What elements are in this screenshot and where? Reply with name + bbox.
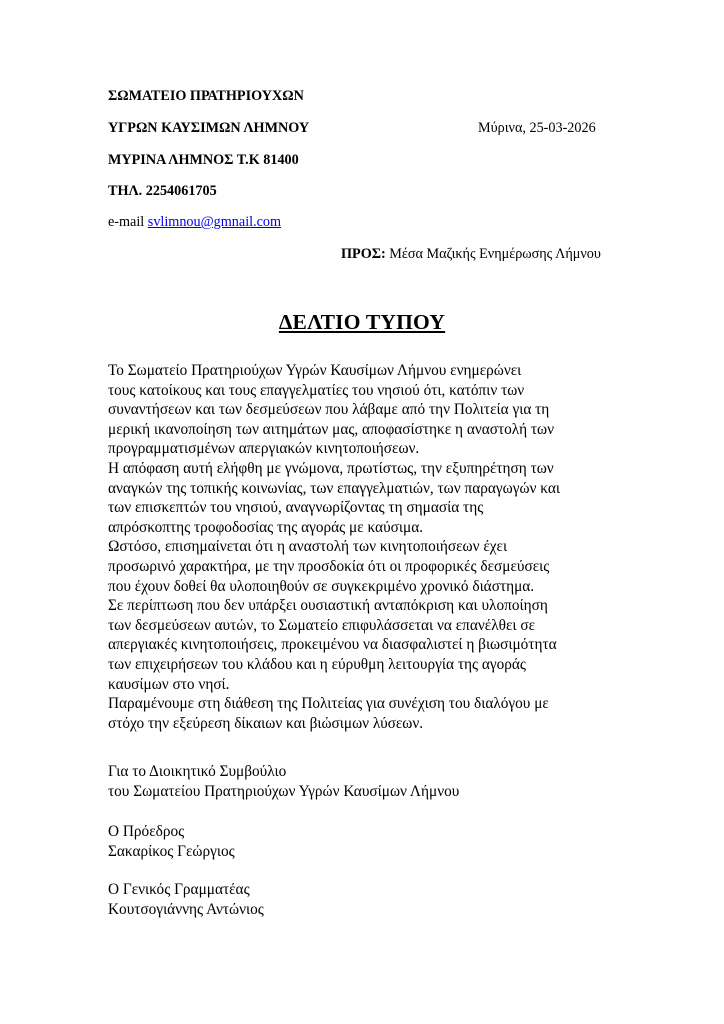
body-line: συναντήσεων και των δεσμεύσεων που λάβαμε από την Πολιτεία για τη <box>108 401 550 419</box>
body-line: απεργιακές κινητοποιήσεις, προκειμένου να διασφαλιστεί η βιωσιμότητα <box>108 636 557 654</box>
body-line: Το Σωματείο Πρατηριούχων Υγρών Καυσίμων Λήμνου ενημερώνει <box>108 362 522 379</box>
body-line: των επισκεπτών του νησιού, αναγνωρίζοντας τη σημασία της <box>108 499 484 517</box>
body-line: Παραμένουμε στη διάθεση της Πολιτείας για συνέχιση του διαλόγου με <box>108 695 549 713</box>
recipient-label: ΠΡΟΣ: <box>341 246 386 262</box>
body-line: αναγκών της τοπικής κοινωνίας, των επαγγελματιών, των παραγωγών και <box>108 479 560 497</box>
email-prefix: e-mail <box>108 214 148 230</box>
board-signature <box>108 762 459 801</box>
board-line-2: του Σωματείου Πρατηριούχων Υγρών Καυσίμων Λήμνου <box>108 782 460 800</box>
body-line: τους κατοίκους και τους επαγγελματίες του νησιού ότι, κατόπιν των <box>108 381 525 399</box>
body-line: μερική ικανοποίηση των αιτημάτων μας, αποφασίστηκε η αναστολή των <box>108 420 555 438</box>
board-line-1: Για το Διοικητικό Συμβούλιο <box>108 763 287 780</box>
body-line: προσωρινό χαρακτήρα, με την προσδοκία ότι οι προφορικές δεσμεύσεις <box>108 557 550 575</box>
secretary-signature <box>108 880 264 919</box>
org-email-line <box>108 214 281 231</box>
recipient-line <box>341 246 601 263</box>
org-name-line-1: ΣΩΜΑΤΕΙΟ ΠΡΑΤΗΡΙΟΥΧΩΝ <box>108 88 304 104</box>
press-release-body <box>108 361 560 733</box>
body-line: Ωστόσο, επισημαίνεται ότι η αναστολή των κινητοποιήσεων έχει <box>108 538 508 556</box>
president-signature <box>108 822 235 861</box>
body-line: καυσίμων στο νησί. <box>108 675 230 693</box>
body-line: Η απόφαση αυτή ελήφθη με γνώμονα, πρωτίστως, την εξυπηρέτηση των <box>108 459 554 477</box>
body-line: στόχο την εξεύρεση δίκαιων και βιώσιμων λύσεων. <box>108 714 424 732</box>
body-line: προγραμματισμένων απεργιακών κινητοποιήσεων. <box>108 440 420 458</box>
org-address: ΜΥΡΙΝΑ ΛΗΜΝΟΣ Τ.Κ 81400 <box>108 152 299 168</box>
document-title: ΔΕΛΤΙΟ ΤΥΠΟΥ <box>278 310 446 334</box>
org-name-line-2: ΥΓΡΩΝ ΚΑΥΣΙΜΩΝ ΛΗΜΝΟΥ <box>108 120 310 136</box>
body-line: απρόσκοπτης τροφοδοσίας της αγοράς με καύσιμα. <box>108 518 424 536</box>
president-name: Σακαρίκος Γεώργιος <box>108 842 235 860</box>
body-line: των επιχειρήσεων του κλάδου και η εύρυθμη λειτουργία της αγοράς <box>108 655 526 673</box>
body-line: των δεσμεύσεων αυτών, το Σωματείο επιφυλάσσεται να επανέλθει σε <box>108 616 535 634</box>
place-date: Μύρινα, 25-03-2026 <box>478 120 596 136</box>
secretary-name: Κουτσογιάννης Αντώνιος <box>108 900 264 918</box>
body-line: που έχουν δοθεί θα υλοποιηθούν σε συγκεκριμένο χρονικό διάστημα. <box>108 577 535 595</box>
president-title: Ο Πρόεδρος <box>108 823 185 840</box>
secretary-title: Ο Γενικός Γραμματέας <box>108 881 250 898</box>
recipient-text: Μέσα Μαζικής Ενημέρωσης Λήμνου <box>385 246 601 262</box>
email-link[interactable]: svlimnou@gmnail.com <box>147 214 282 230</box>
org-phone: ΤΗΛ. 2254061705 <box>108 183 217 199</box>
body-line: Σε περίπτωση που δεν υπάρξει ουσιαστική ανταπόκριση και υλοποίηση <box>108 597 548 615</box>
